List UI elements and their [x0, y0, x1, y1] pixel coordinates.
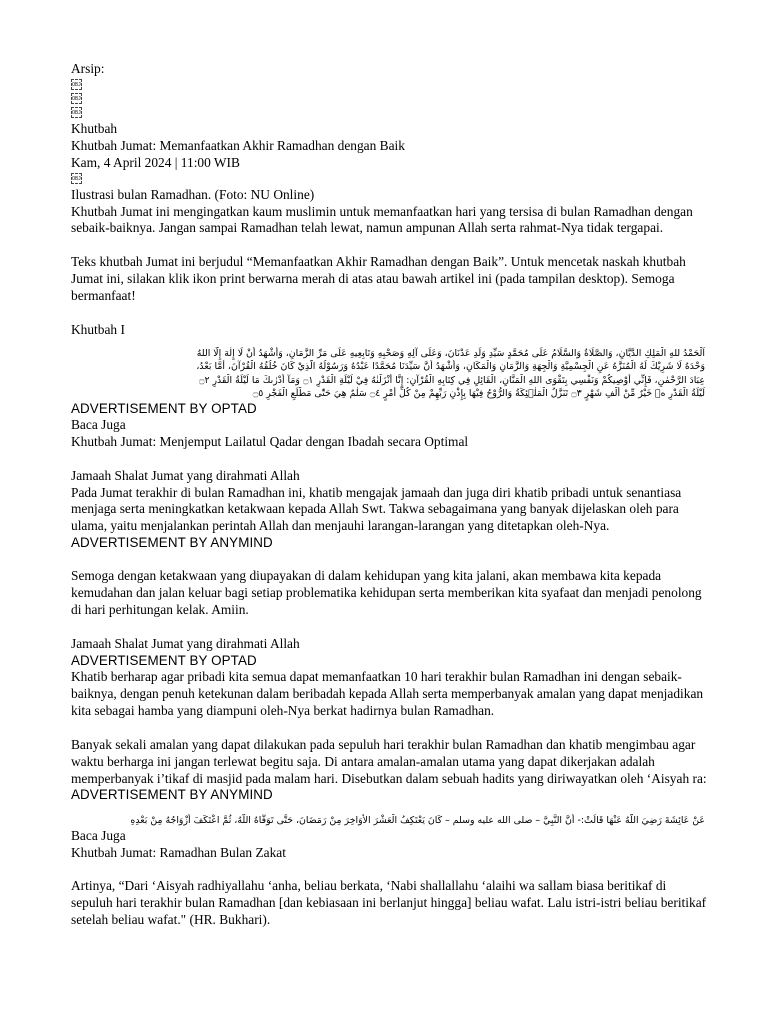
arabic-line: اَلْحَمْدُ للهِ الْمَلِكِ الدَّيَّانِ، وَالصَّلَاةُ وَالسَّلَامُ عَلَى مُحَمَّدٍ سَيِّدِ وَلَدِ عَدْنَانَ، وَعَلَى آلِهِ وَصَحْبِهِ وَتَابِعِيهِ عَلَى مَرِّ الزَّمَانِ، وَأَشْهَدُ أَنْ لَا إِلٰهَ إِلَّا اللهُ	[196, 347, 705, 359]
translation-paragraph: Artinya, “Dari ‘Aisyah radhiyallahu ‘anha, beliau berkata, ‘Nabi shallallahu ‘alaihi wa sallam biasa beritikaf di sepuluh hari terakhir bulan Ramadhan [dan kebiasaan ini berlanjut hingga] beliau wafat. Lalu istri-istri beliau beritikaf setelah beliau wafat." (HR. Bukhari).	[71, 878, 707, 928]
publish-date: Kam, 4 April 2024 | 11:00 WIB	[71, 154, 240, 170]
arabic-line: عِبَادَ الرَّحْمٰنِ، فَإِنِّي أُوْصِيكُمْ وَنَفْسِي بِتَقْوَى اللهِ الْمَنَّانِ، الْقَائِلِ فِي كِتَابِهِ الْقُرْآنِ: إِنَّا أَنْزَلْنٰهُ فِيْ لَيْلَةِ الْقَدْرِ ۝١ وَمَآ أَدْرٰىكَ مَا لَيْلَةُ الْقَدْرِ ۝٢	[198, 374, 705, 386]
intro-print-paragraph: Teks khutbah Jumat ini berjudul “Memanfaatkan Akhir Ramadhan dengan Baik”. Untuk mencetak naskah khutbah Jumat ini, silakan klik ikon print berwarna merah di atas atau bawah artikel ini (pada tampilan desktop). Semoga bermanfaat!	[71, 254, 686, 304]
body-paragraph: Banyak sekali amalan yang dapat dilakukan pada sepuluh hari terakhir bulan Ramadhan dan khatib mengimbau agar waktu berharga ini jangan terlewat begitu saja. Di antara amalan-amalan utama yang dapat dikerjakan adalah memperbanyak i’tikaf di masjid pada malam hari. Disebutkan dalam sebuah hadits yang diriwayatkan oleh ‘Aisyah ra:	[71, 736, 707, 786]
body-paragraph: Semoga dengan ketakwaan yang diupayakan di dalam kehidupan yang kita jalani, akan membawa kita kepada kemudahan dan jalan keluar bagi setiap problematika kehidupan serta memberikan kita syafaat dan menjadi penolong di hari perhitungan kelak. Amiin.	[71, 568, 702, 618]
advertisement-label: ADVERTISEMENT BY OPTAD	[71, 400, 257, 416]
spacer	[71, 619, 711, 636]
related-label: Baca Juga	[71, 416, 126, 432]
arabic-line: لَيْلَةُ الْقَدْرِ ەۙ خَيْرٌ مِّنْ أَلْفِ شَهْرٍ ۝٣ تَنَزَّلُ الْمَلٰۤئِكَةُ وَالرُّوْحُ فِيْهَا بِإِذْنِ رَبِّهِمْ مِنْ كُلِّ أَمْرٍ ۝٤ سَلٰمٌ هِيَ حَتّٰى مَطْلَعِ الْفَجْرِ ۝٥	[252, 388, 705, 400]
object-placeholder-icon: OBJ	[71, 79, 82, 90]
spacer	[71, 339, 711, 347]
object-placeholder-icon: OBJ	[71, 107, 82, 118]
article-content	[71, 61, 711, 929]
spacer	[71, 237, 711, 254]
page-title: Khutbah Jumat: Memanfaatkan Akhir Ramadhan dengan Baik	[71, 137, 405, 153]
archive-label: Arsip:	[71, 61, 105, 76]
related-label: Baca Juga	[71, 827, 126, 843]
hadith-arabic: عَنْ عَائِشَةَ رَضِيَ اللَّهُ عَنْهَا قَالَتْ:- أَنَّ النَّبِيَّ – صلى الله عليه وسلم – كَانَ يَعْتَكِفُ الْعَشْرَ الأَوَاخِرَ مِنْ رَمَضَانَ، حَتَّى تَوَفَّاهُ اللَّهُ، ثُمَّ اعْتَكَفَ أَزْوَاجُهُ مِنْ بَعْدِهِ	[130, 814, 705, 826]
spacer	[71, 720, 711, 737]
section-greeting: Jamaah Shalat Jumat yang dirahmati Allah	[71, 635, 300, 651]
advertisement-label: ADVERTISEMENT BY OPTAD	[71, 652, 257, 668]
intro-paragraph: Khutbah Jumat ini mengingatkan kaum muslimin untuk memanfaatkan hari yang tersisa di bulan Ramadhan dengan sebaik-baiknya. Jangan sampai Ramadhan telah lewat, namun ampunan Allah serta rahmat-Nya tidak tergapai.	[71, 203, 693, 236]
related-article-link[interactable]: Khutbah Jumat: Ramadhan Bulan Zakat	[71, 844, 286, 860]
related-article-link[interactable]: Khutbah Jumat: Menjemput Lailatul Qadar dengan Ibadah secara Optimal	[71, 433, 469, 449]
spacer	[71, 305, 711, 322]
spacer	[71, 861, 711, 878]
body-paragraph: Pada Jumat terakhir di bulan Ramadhan ini, khatib mengajak jamaah dan juga diri khatib pribadi untuk senantiasa menjaga serta meningkatkan ketakwaan kepada Allah Swt. Takwa sebagaimana yang banyak dijelaskan oleh para ulama, yaitu menjalankan perintah Allah dan menjauhi larangan-larangan yang ditetapkan oleh-Nya.	[71, 484, 682, 534]
spacer	[71, 551, 711, 568]
image-caption: Ilustrasi bulan Ramadhan. (Foto: NU Online)	[71, 186, 315, 202]
section-greeting: Jamaah Shalat Jumat yang dirahmati Allah	[71, 467, 300, 483]
spacer	[71, 804, 711, 814]
advertisement-label: ADVERTISEMENT BY ANYMIND	[71, 787, 273, 803]
arabic-line: وَحْدَهُ لَا شَرِيْكَ لَهُ الْمُنَزَّهُ عَنِ الْجِسْمِيَّةِ وَالْجِهَةِ وَالزَّمَانِ وَالْمَكَانِ، وَأَشْهَدُ أَنَّ سَيِّدَنَا مُحَمَّدًا عَبْدُهُ وَرَسُوْلُهُ الَّذِيْ كَانَ خُلُقُهُ الْقُرْآنَ، أَمَّا بَعْدُ،	[196, 361, 705, 373]
spacer	[71, 451, 711, 468]
object-placeholder-icon: OBJ	[71, 93, 82, 104]
advertisement-label: ADVERTISEMENT BY ANYMIND	[71, 535, 273, 551]
image-placeholder-icon: OBJ	[71, 173, 82, 184]
category-label: Khutbah	[71, 120, 118, 136]
khutbah-heading: Khutbah I	[71, 321, 125, 337]
body-paragraph: Khatib berharap agar pribadi kita semua dapat memanfaatkan 10 hari terakhir bulan Ramadhan ini dengan sebaik-baiknya, dengan penuh ketekunan dalam beribadah kepada Allah serta memperbanyak amalan yang dapat menjadikan kita sebagai hamba yang diampuni oleh-Nya berkat hadirnya bulan Ramadhan.	[71, 669, 704, 718]
